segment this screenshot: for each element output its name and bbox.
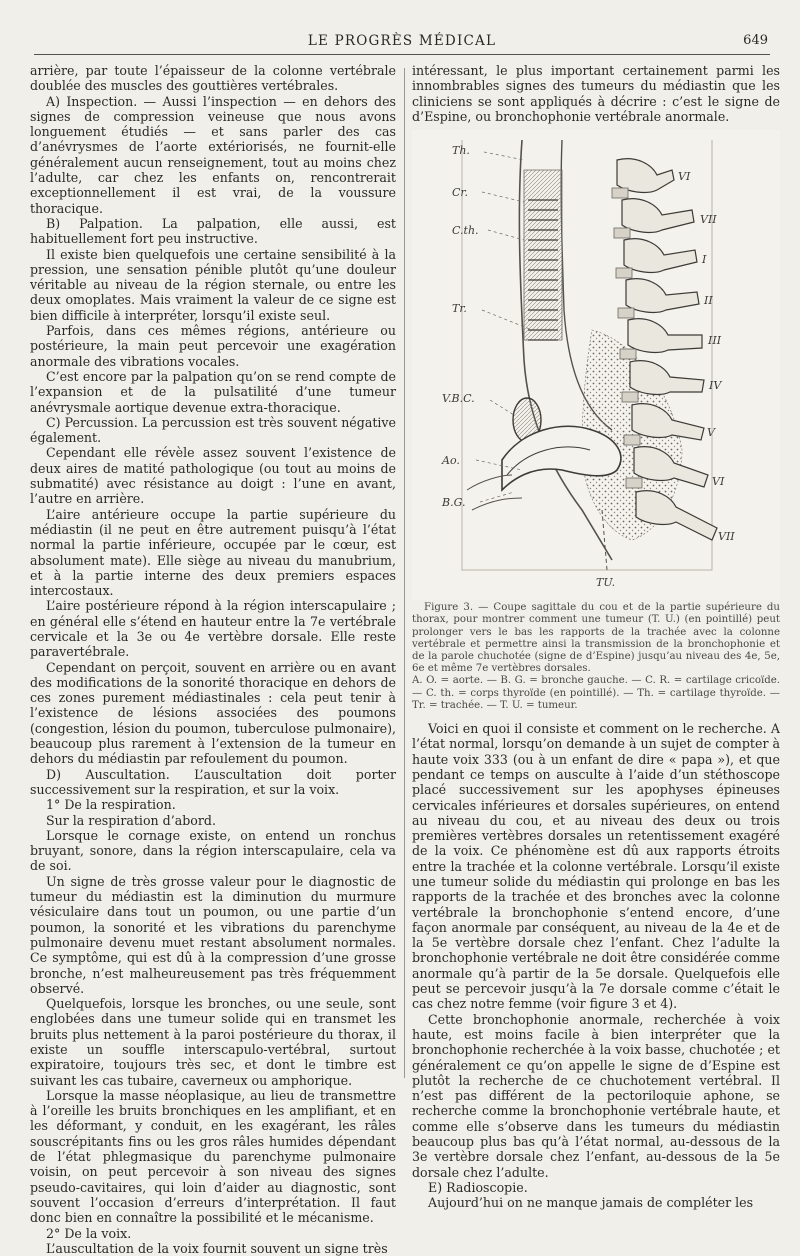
label-th: Th. <box>452 144 470 158</box>
page-number: 649 <box>743 33 768 48</box>
right-column-body <box>412 721 780 1211</box>
paragraph: 2° De la voix. <box>46 1225 132 1241</box>
figure-caption <box>412 602 780 712</box>
paragraph: Cette bronchophonie anormale, recherchée à voix haute, est moins facile à bien interpréter que la bronchophonie recherchée à la voix basse, chuchotée ; et généralement ce qu’on appelle le signe de d’Espine est plutôt la recherche de ce chuchotement vertébral. Il n’est pas différent de la pectoriloquie aphone, se recherche comme la bronchophonie vertébrale haute, et comme elle s’observe dans les tumeurs du médiastin beaucoup plus bas qu’à l’état normal, au-dessous de la 3e vertèbre dorsale chez l’enfant, au-dessous de la 5e dorsale chez l’adulte. <box>412 1011 780 1180</box>
paragraph: Lorsque le cornage existe, on entend un ronchus bruyant, sonore, dans la région interscapulaire, cela va de soi. <box>30 827 396 874</box>
paragraph: Il existe bien quelquefois une certaine sensibilité à la pression, une sensation pénible plutôt qu’une douleur véritable au niveau de la région sternale, ou entre les deux omoplates. Mais vraiment la valeur de ce signe est bien difficile à interpréter, lorsqu’il existe seul. <box>30 246 396 323</box>
label-vertebra-i: I <box>702 253 707 267</box>
label-tr: Tr. <box>452 302 467 316</box>
paragraph: 1° De la respiration. <box>46 797 176 813</box>
page-header <box>34 30 770 54</box>
paragraph: Un signe de très grosse valeur pour le diagnostic de tumeur du médiastin est la diminution du murmure vésiculaire dans tout un poumon, ou une partie d’un poumon, la sonorité et les vibrations du parenchyme pulmonaire devenu muet restant absolument normales. Ce symptôme, qui est dû à la compression d’une grosse bronche, n’est malheureusement pas très fréquemment observé. <box>30 873 396 996</box>
paragraph: Parfois, dans ces mêmes régions, antérieure ou postérieure, la main peut percevoir une exagération anormale des vibrations vocales. <box>30 323 396 369</box>
label-vertebra-vii: VII <box>700 213 717 227</box>
label-vertebra-v: V <box>707 426 715 440</box>
label-vbc: V.B.C. <box>442 392 475 406</box>
label-vertebra-vi: VI <box>678 170 691 184</box>
label-vertebra-vi-dorsal: VI <box>712 475 725 489</box>
label-vertebra-vii-dorsal: VII <box>718 530 735 544</box>
left-column <box>30 63 396 1256</box>
paragraph: E) Radioscopie. <box>428 1179 528 1195</box>
label-vertebra-ii: II <box>704 294 713 308</box>
paragraph: Sur la respiration d’abord. <box>46 812 216 828</box>
label-tu: TU. <box>596 576 616 590</box>
paragraph: C’est encore par la palpation qu’on se rend compte de l’expansion et de la pulsatilité d’une tumeur anévrysmale aortique devenue extra-thoracique. <box>30 368 396 415</box>
caption-legend: A. O. = aorte. — B. G. = bronche gauche. — C. R. = cartilage cricoïde. — C. th. = corps thyroïde (en pointillé). — Th. = cartilage thyroïde. — Tr. = trachée. — T. U. = tumeur. <box>412 675 780 711</box>
paragraph: C) Percussion. La percussion est très souvent négative également. <box>30 414 396 446</box>
running-title: LE PROGRÈS MÉDICAL <box>307 33 497 49</box>
paragraph: Cependant on perçoit, souvent en arrière ou en avant des modifications de la sonorité thoracique en dehors de ces zones purement médiastinales : cela peut tenir à l’existence de lésions associées des poumons (congestion, lésion du poumon, tuberculose pulmonaire), beaucoup plus rarement à l’extension de la tumeur en dehors du médiastin par refoulement du poumon. <box>30 659 396 767</box>
figure-3 <box>412 130 780 600</box>
label-vertebra-iv: IV <box>709 379 722 393</box>
caption-text: Figure 3. — Coupe sagittale du cou et de la partie supérieure du thorax, pour montrer comment une tumeur (T. U.) (en pointillé) peut prolonger vers le bas les rapports de la trachée avec la colonne vertébrale et permettre ainsi la transmission de la bronchophonie et de la parole chuchotée (signe de d’Espine) jusqu’au niveau des 4e, 5e, 6e et même 7e vertèbres dorsales. <box>412 602 780 675</box>
paragraph: L’auscultation de la voix fournit souvent un signe très <box>46 1240 388 1256</box>
label-vertebra-iii: III <box>708 334 722 348</box>
paragraph: L’aire postérieure répond à la région interscapulaire ; en général elle s’étend en hauteur entre la 7e vertébrale cervicale et la 3e ou 4e vertèbre dorsale. Elle reste paravertébrale. <box>30 598 396 660</box>
label-ao: Ao. <box>442 454 460 468</box>
paragraph: Aujourd’hui on ne manque jamais de compléter les <box>428 1195 754 1211</box>
paragraph: L’aire antérieure occupe la partie supérieure du médiastin (il ne peut en être autrement puisqu’à l’état normal la partie inférieure, occupée par le cœur, est absolument mate). Elle siège au niveau du manubrium, et à la partie interne des deux premiers espaces intercostaux. <box>30 506 396 599</box>
paragraph: B) Palpation. La palpation, elle aussi, est habituellement fort peu instructive. <box>30 215 396 247</box>
paragraph: Lorsque la masse néoplasique, au lieu de transmettre à l’oreille les bruits bronchiques en les amplifiant, et en les déformant, y conduit, en les exagérant, les râles souscrépitants fins ou les gros râles humides dépendant de l’état phlegmasique du parenchyme pulmonaire voisin, on peut percevoir à son niveau des signes pseudo-cavitaires, qui loin d’aider au diagnostic, sont souvent l’occasion d’erreurs d’interprétation. Il faut donc bien en connaître la possibilité et le mécanisme. <box>30 1087 396 1226</box>
label-cth: C.th. <box>452 224 479 238</box>
paragraph: D) Auscultation. L’auscultation doit porter successivement sur la respiration, et sur la voix. <box>30 766 396 797</box>
paragraph: arrière, par toute l’épaisseur de la colonne vertébrale doublée des muscles des gouttières vertébrales. <box>30 63 396 94</box>
right-column-intro <box>412 63 780 124</box>
paragraph: Cependant elle révèle assez souvent l’existence de deux aires de matité pathologique (ou tout au moins de submatité) avec résistance au doigt : l’une en avant, l’autre en arrière. <box>30 445 396 507</box>
paragraph: Voici en quoi il consiste et comment on le recherche. A l’état normal, lorsqu’on demande à un sujet de compter à haute voix 333 (ou à un enfant de dire « papa »), et que pendant ce temps on ausculte à l’aide d’un stéthoscope placé successivement sur les apophyses épineuses cervicales inférieures et dorsales supérieures, on entend au niveau du cou, et au niveau des deux ou trois premières vertèbres dorsales un retentissement exagéré de la voix. Ce phénomène est dû aux rapports étroits entre la trachée et la colonne vertébrale. Lorsqu’il existe une tumeur solide du médiastin qui prolonge en bas les rapports de la trachée et des bronches avec la colonne vertébrale la bronchophonie s’entend encore, d’une façon anormale par conséquent, au niveau de la 4e et de la 5e vertèbre dorsale chez l’enfant. Chez l’adulte la bronchophonie vertébrale ne doit être considérée comme anormale qu’à partir de la 5e dorsale. Quelquefois elle peut se percevoir jusqu’à la 7e dorsale comme c’était le cas chez notre femme (voir figure 3 et 4). <box>412 721 780 1012</box>
label-cr: Cr. <box>452 186 468 200</box>
paragraph: intéressant, le plus important certainement parmi les innombrables signes des tumeurs du médiastin que les cliniciens se sont appliqués à décrire : c’est le signe de d’Espine, ou bronchophonie vertébrale anormale. <box>412 63 780 124</box>
header-rule <box>34 54 770 55</box>
paragraph: A) Inspection. — Aussi l’inspection — en dehors des signes de compression veineuse que nous avons longuement étudiés — et sans parler des cas d’anévrysmes de l’aorte extériorisés, ne fournit-elle généralement aucun renseignement, tout au moins chez l’adulte, car chez les enfants on, rencontrerait exceptionnellement il est vrai, de la voussure thoracique. <box>30 93 396 216</box>
right-column <box>412 63 780 1211</box>
label-bg: B.G. <box>442 496 466 510</box>
sagittal-section-drawing <box>412 130 780 600</box>
column-divider <box>404 68 405 1078</box>
paragraph: Quelquefois, lorsque les bronches, ou une seule, sont englobées dans une tumeur solide qui en transmet les bruits plus nettement à la paroi postérieure du thorax, il existe un souffle interscapulo-vertébral, surtout expiratoire, toujours très sec, et dont le timbre est suivant les cas tubaire, caverneux ou amphorique. <box>30 996 396 1088</box>
